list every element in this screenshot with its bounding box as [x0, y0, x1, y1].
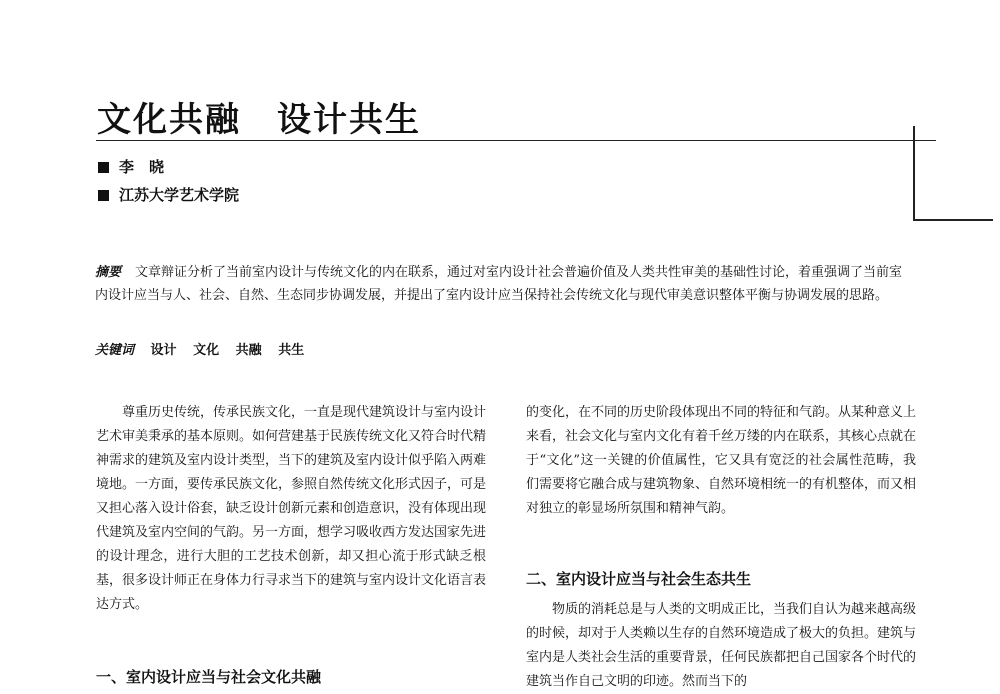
section-heading: 二、室内设计应当与社会生态共生: [526, 570, 752, 588]
abstract-label: 摘要: [95, 265, 122, 280]
page-title: 文化共融 设计共生: [97, 100, 421, 140]
affiliation: 江苏大学艺术学院: [119, 186, 240, 204]
author-line: [98, 156, 164, 177]
body-paragraph: 尊重历史传统，传承民族文化，一直是现代建筑设计与室内设计艺术审美秉承的基本原则。如何营建基于民族传统文化又符合时代精神需求的建筑及室内设计类型，当下的建筑及室内设计似乎陷入两难境地。一方面，要传承民族文化，参照自然传统文化形式因子，可是又担心落入设计俗套，缺乏设计创新元素和创造意识，没有体现出现代建筑及室内空间的气韵。另一方面，想学习吸收西方发达国家先进的设计理念，进行大胆的工艺技术创新，却又担心流于形式缺乏根基，很多设计师正在身体力行寻求当下的建筑与室内设计文化语言表达方式。: [96, 405, 487, 612]
right-column-bottom: [526, 598, 916, 694]
header-corner-rule: [913, 219, 993, 221]
author: 李 晓: [119, 158, 165, 176]
keyword: 共生: [278, 343, 305, 358]
affiliation-line: [98, 184, 239, 205]
abstract-text: 文章辩证分析了当前室内设计与传统文化的内在联系，通过对室内设计社会普遍价值及人类共性审美的基础性讨论，着重强调了当前室内设计应当与人、社会、自然、生态同步协调发展，并提出了室内设计应当保持社会传统文化与现代审美意识整体平衡与协调发展的思路。: [95, 265, 903, 303]
keywords-label: 关键词: [95, 343, 135, 358]
abstract: [95, 261, 913, 307]
keyword: 文化: [193, 343, 220, 358]
left-column: [96, 401, 486, 617]
keyword: 共融: [235, 343, 262, 358]
bullet-square-icon: [98, 162, 109, 173]
keyword: 设计: [150, 343, 177, 358]
keywords: [95, 339, 316, 358]
section-heading: 一、室内设计应当与社会文化共融: [96, 668, 322, 686]
bullet-square-icon: [98, 190, 109, 201]
header-vertical-rule: [913, 126, 915, 220]
title-rule: [96, 140, 936, 141]
body-paragraph: 物质的消耗总是与人类的文明成正比，当我们自认为越来越高级的时候，却对于人类赖以生存的自然环境造成了极大的负担。建筑与室内是人类社会生活的重要背景，任何民族都把自己国家各个时代的建筑当作自己文明的印迹。然而当下的: [526, 602, 917, 689]
body-paragraph: 的变化，在不同的历史阶段体现出不同的特征和气韵。从某种意义上来看，社会文化与室内文化有着千丝万缕的内在联系，其核心点就在于“文化”这一关键的价值属性，它又具有宽泛的社会属性范畴，我们需要将它融合成与建筑物象、自然环境相统一的有机整体，而又相对独立的彰显场所氛围和精神气韵。: [526, 405, 917, 516]
right-column-top: [526, 401, 916, 521]
